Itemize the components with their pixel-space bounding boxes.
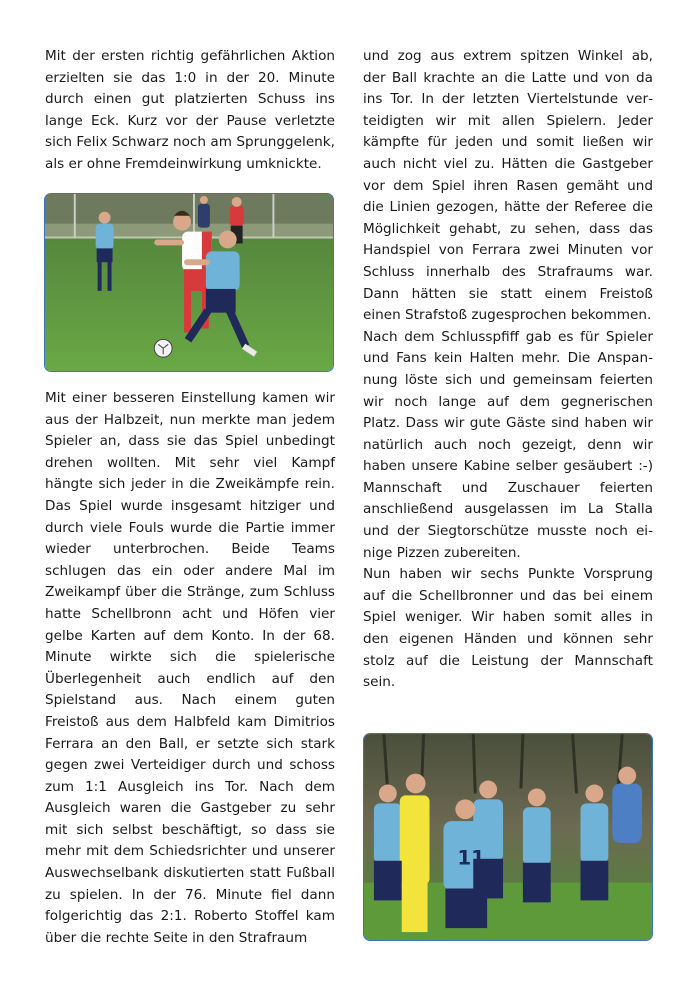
paragraph: Mit einer besseren Einstellung kamen wir aus der Halbzeit, nun merkte man jedem Spieler an, dass sie das Spiel unbedingt drehen wollten. Mit sehr viel Kampf hängte sich jeder in die Zweikämpfe rein. Das Spiel wurde insgesamt hitziger und durch viele Fouls wurde die Partie immer wieder unterbrochen. Beide Teams schlugen das ein oder andere Mal im Zweikampf über die Stränge, zum Schluss hatte Schellbronn acht und Höfen vier gelbe Karten auf dem Konto. In der 68. Minute wirkte sich die spielerische Überlegenheit auch endlich auf den Spielstand aus. Nach einem guten Freistoß aus dem Halbfeld kam Dimitrios Ferrara an den Ball, er setzte sich stark gegen zwei Verteidiger durch und schoss zum 1:1 Ausgleich ins Tor. Nach dem Ausgleich waren die Gastgeber zu sehr mit sich selbst beschäftigt, so dass sie mehr mit dem Schiedsrichter und unserer Auswechselbank diskutierten statt Fußball zu spielen. In der 76. Minute fiel dann folgerichtig das 2:1. Roberto Stoffel kam über die rechte Seite in den Strafraum — [45, 390, 335, 946]
article-column-right — [363, 46, 653, 694]
celebrating-team-illustration — [364, 734, 652, 940]
team-celebration-photo — [363, 733, 653, 941]
paragraph: Nun haben wir sechs Punkte Vorsprung auf die Schellbronner und das bei einem Spiel weniger. Wir haben somit alles in den eigenen Händen und können sehr stolz auf die Leistung der Mannschaft sein. — [363, 566, 653, 691]
football-duel-illustration — [45, 194, 333, 371]
paragraph: und zog aus extrem spitzen Winkel ab, der Ball krachte an die Latte und von da ins Tor. In der letzten Viertelstunde verteidigten wir mit allen Spielern. Jeder kämpfte für jeden und somit ließen wir auch nicht viel zu. Hätten die Gastgeber vor dem Spiel ihren Rasen gemäht und die Linien gezogen, hätte der Referee die Möglichkeit gehabt, zu sehen, dass das Handspiel von Ferrara zwei Minuten vor Schluss innerhalb des Strafraums war. Dann hätten sie statt einem Freistoß einen Strafstoß zugesprochen bekommen. — [363, 48, 653, 324]
jersey-number: 11 — [457, 846, 485, 870]
match-action-photo — [44, 193, 334, 372]
article-column-left-top — [45, 46, 335, 176]
paragraph: Nach dem Schlusspfiff gab es für Spieler und Fans kein Halten mehr. Die Anspannung löste sich und gemeinsam feierten wir noch lange auf dem gegnerischen Platz. Dass wir gute Gäste sind haben wir natürlich auch noch gezeigt, denn wir haben unsere Kabine selber gesäubert :-) Mannschaft und Zuschauer feierten anschließend ausgelassen im La Stalla und der Siegtorschütze musste noch einige Pizzen zubereiten. — [363, 328, 653, 561]
article-column-left-bottom — [45, 388, 335, 949]
paragraph: Mit der ersten richtig gefährlichen Aktion erzielten sie das 1:0 in der 20. Minute durch einen gut platzierten Schuss ins lange Eck. Kurz vor der Pause verletzte sich Felix Schwarz noch am Sprunggelenk, als er ohne Fremdeinwirkung umknickte. — [45, 48, 335, 172]
